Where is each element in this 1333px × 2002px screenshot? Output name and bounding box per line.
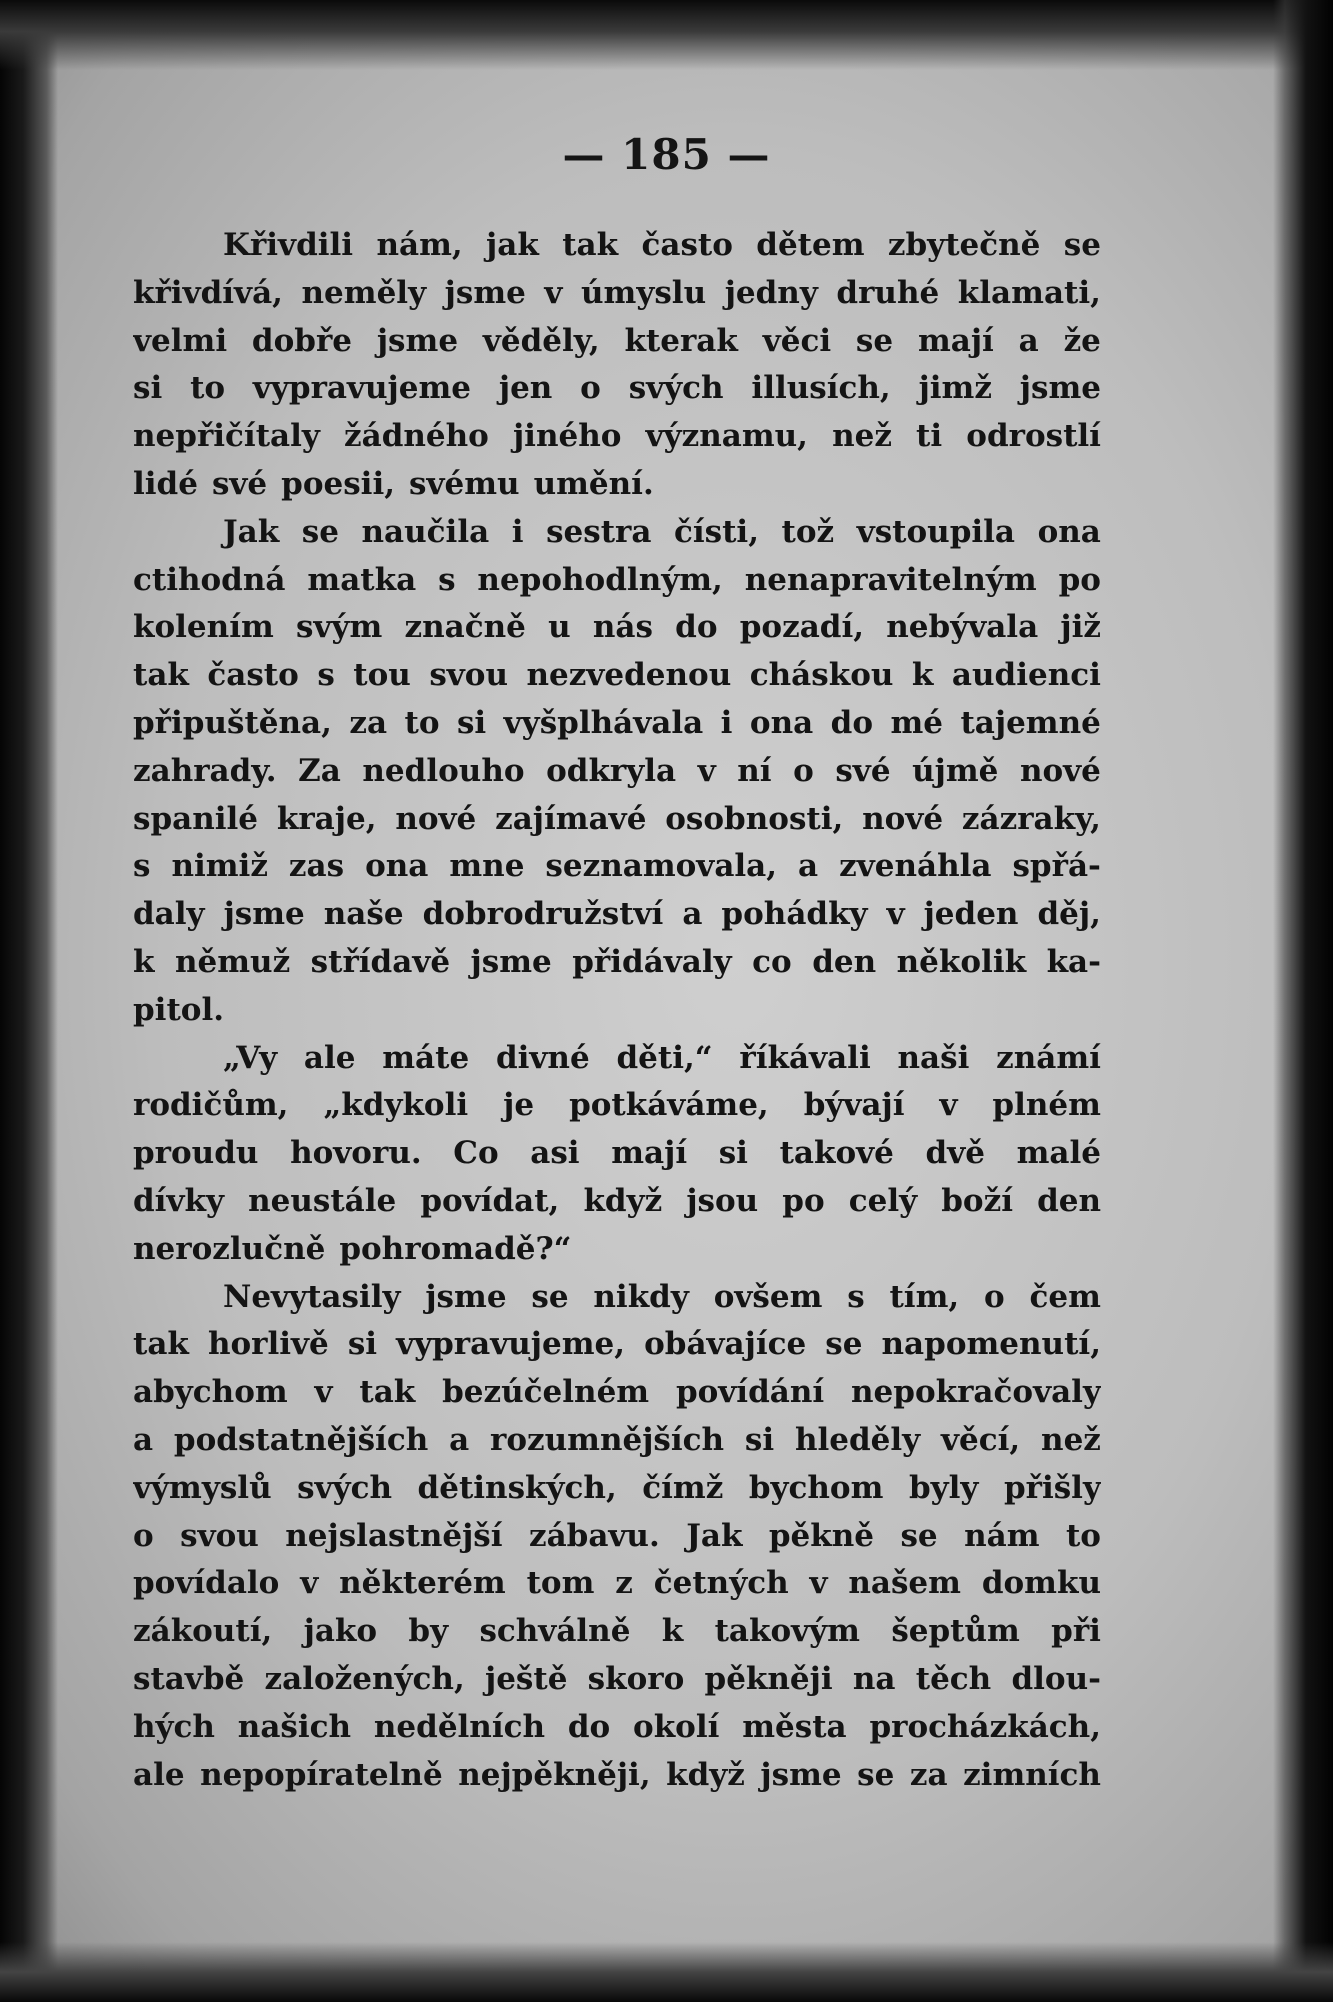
text-line: si to vypravujeme jen o svých illusích, jimž jsme (133, 370, 1101, 407)
text-line: tak často s tou svou nezvedenou cháskou k audienci (133, 657, 1101, 694)
text-line: výmyslů svých dětinských, čímž bychom byly přišly (133, 1469, 1101, 1506)
text-line: spanilé kraje, nové zajímavé osobnosti, nové zázraky, (133, 800, 1101, 837)
body-text (133, 222, 1101, 1799)
text-line: „Vy ale máte divné děti,“ říkávali naši známí (223, 1039, 1101, 1076)
text-line: ctihodná matka s nepohodlným, nenapravitelným po (133, 561, 1101, 598)
text-line: křivdívá, neměly jsme v úmyslu jedny druhé klamati, (133, 274, 1101, 311)
text-line: rodičům, „kdykoli je potkáváme, bývají v plném (133, 1087, 1101, 1124)
text-line: o svou nejslastnější zábavu. Jak pěkně se nám to (133, 1517, 1101, 1554)
text-line: kolením svým značně u nás do pozadí, nebývala již (133, 609, 1101, 646)
text-line: nepřičítaly žádného jiného významu, než ti odrostlí (133, 418, 1101, 455)
text-line: abychom v tak bezúčelném povídání nepokračovaly (133, 1374, 1101, 1411)
text-line: a podstatnějších a rozumnějších si hleděly věcí, než (133, 1421, 1101, 1458)
page-number: — 185 — (562, 130, 771, 179)
text-line: připuštěna, za to si vyšplhávala i ona do mé tajemné (133, 704, 1101, 741)
text-line: k němuž střídavě jsme přidávaly co den několik ka- (133, 943, 1101, 980)
text-line: zahrady. Za nedlouho odkryla v ní o své újmě nové (133, 752, 1101, 789)
text-line: lidé své poesii, svému umění. (133, 465, 654, 502)
text-line: pitol. (133, 991, 225, 1028)
page-edge-shadow-right (1273, 0, 1333, 2002)
text-line: ale nepopíratelně nejpěkněji, když jsme se za zimních (133, 1756, 1101, 1793)
text-line: velmi dobře jsme věděly, kterak věci se mají a že (133, 322, 1101, 359)
text-line: zákoutí, jako by schválně k takovým šeptům při (133, 1613, 1101, 1650)
page-edge-shadow-left (0, 0, 58, 2002)
text-line: povídalo v některém tom z četných v našem domku (133, 1565, 1101, 1602)
text-line: Křivdili nám, jak tak často dětem zbytečně se (223, 227, 1101, 263)
text-line: daly jsme naše dobrodružství a pohádky v jeden děj, (133, 896, 1101, 933)
text-line: dívky neustále povídat, když jsou po celý boží den (133, 1182, 1101, 1219)
text-line: stavbě založených, ještě skoro pěkněji na těch dlou- (133, 1660, 1101, 1697)
text-line: hých našich nedělních do okolí města procházkách, (133, 1708, 1101, 1745)
text-line: nerozlučně pohromadě?“ (133, 1230, 572, 1267)
text-line: s nimiž zas ona mne seznamovala, a zvenáhla spřá- (133, 848, 1101, 885)
page-edge-shadow-bottom (0, 1942, 1333, 2002)
page-edge-shadow-top (0, 0, 1333, 70)
text-line: tak horlivě si vypravujeme, obávajíce se napomenutí, (133, 1326, 1101, 1363)
text-line: proudu hovoru. Co asi mají si takové dvě malé (133, 1135, 1101, 1172)
text-line: Nevytasily jsme se nikdy ovšem s tím, o čem (223, 1278, 1101, 1315)
text-line: Jak se naučila i sestra čísti, tož vstoupila ona (223, 513, 1101, 550)
